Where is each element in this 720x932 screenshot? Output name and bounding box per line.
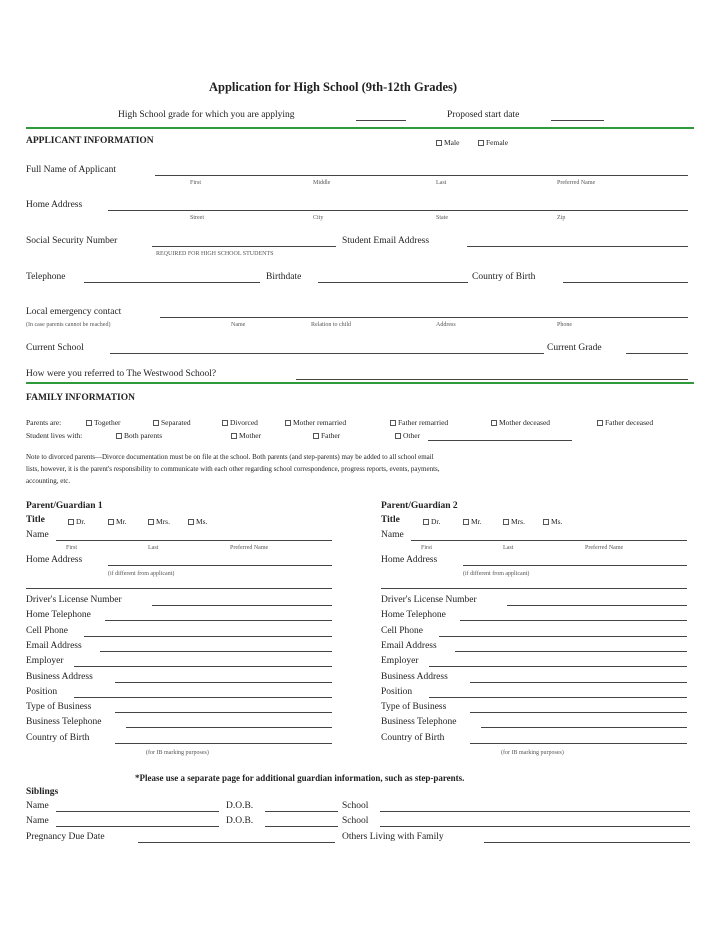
- guardian-1-row-label: Email Address: [26, 640, 82, 651]
- sibling-dob-label: D.O.B.: [226, 801, 254, 811]
- guardian-1-row-label: Country of Birth: [26, 732, 90, 743]
- emergency-contact-field[interactable]: [160, 317, 688, 318]
- guardian-2-name-label: Name: [381, 530, 404, 540]
- guardian-1-row-field[interactable]: [115, 712, 332, 713]
- telephone-label: Telephone: [26, 272, 66, 282]
- guardian-2-title-ms[interactable]: Ms.: [543, 518, 562, 526]
- referred-label: How were you referred to The Westwood School?: [26, 369, 217, 379]
- guardian-1-row-field[interactable]: [115, 682, 332, 683]
- sibling-school-label: School: [342, 801, 369, 811]
- others-living-label: Others Living with Family: [342, 832, 444, 842]
- guardian-2-row-label: Type of Business: [381, 702, 447, 713]
- birthdate-label: Birthdate: [266, 272, 302, 282]
- divorce-note-line1: Note to divorced parents—Divorce documentation must be on file at the school. Both parents (and step-parents) may be added to all school email: [26, 453, 434, 461]
- status-father-remarried[interactable]: Father remarried: [390, 419, 448, 427]
- name-sub-preferred: Preferred Name: [557, 180, 596, 186]
- sibling-2-school-field[interactable]: [380, 826, 690, 827]
- guardian-1-name-sub: Last: [148, 545, 159, 551]
- guardian-2-row-label: Home Telephone: [381, 610, 446, 621]
- grade-applying-field[interactable]: [356, 120, 406, 121]
- section-divider: [26, 382, 694, 384]
- lives-father[interactable]: Father: [313, 432, 340, 440]
- page-title: Application for High School (9th-12th Grades): [209, 80, 458, 94]
- guardian-2-row-field[interactable]: [470, 712, 687, 713]
- sibling-1-name-field[interactable]: [56, 811, 219, 812]
- status-mother-deceased[interactable]: Mother deceased: [491, 419, 550, 427]
- addr-sub-street: Street: [190, 215, 204, 221]
- guardian-1-row-label: Business Address: [26, 671, 93, 682]
- guardian-2-country-note: (for IB marking purposes): [501, 750, 564, 756]
- guardian-1-row-label: Business Telephone: [26, 717, 102, 728]
- pregnancy-due-field[interactable]: [138, 842, 335, 843]
- guardian-2-row-field[interactable]: [460, 620, 687, 621]
- guardian-2-row-field[interactable]: [470, 682, 687, 683]
- name-sub-last: Last: [436, 180, 447, 186]
- separate-page-note: *Please use a separate page for additional guardian information, such as step-parents.: [135, 773, 465, 783]
- current-school-field[interactable]: [110, 353, 544, 354]
- section-divider: [26, 127, 694, 129]
- guardian-2-row-label: Employer: [381, 656, 419, 667]
- grade-applying-label: High School grade for which you are applying: [118, 110, 295, 120]
- guardian-1-column: [26, 502, 336, 762]
- female-checkbox[interactable]: Female: [478, 139, 508, 147]
- guardian-2-home-address-field[interactable]: [463, 565, 687, 566]
- birthdate-field[interactable]: [318, 282, 468, 283]
- lives-with-label: Student lives with:: [26, 431, 83, 440]
- guardian-1-address-note: (if different from applicant): [108, 571, 175, 577]
- guardian-2-row-label: Driver's License Number: [381, 595, 477, 605]
- student-email-label: Student Email Address: [342, 236, 430, 246]
- guardian-1-row-field[interactable]: [105, 620, 332, 621]
- sibling-dob-label: D.O.B.: [226, 816, 254, 826]
- guardian-2-row-field[interactable]: [455, 651, 687, 652]
- guardian-1-name-label: Name: [26, 530, 49, 540]
- guardian-2-name-sub: Preferred Name: [585, 545, 624, 551]
- guardian-1-row-field[interactable]: [74, 666, 332, 667]
- lives-mother[interactable]: Mother: [231, 432, 261, 440]
- student-email-field[interactable]: [467, 246, 688, 247]
- guardian-1-row-label: Employer: [26, 656, 64, 667]
- pregnancy-due-label: Pregnancy Due Date: [26, 832, 105, 842]
- telephone-field[interactable]: [84, 282, 260, 283]
- emergency-sub-relation: Relation to child: [311, 322, 351, 328]
- start-date-field[interactable]: [551, 120, 604, 121]
- status-divorced[interactable]: Divorced: [222, 419, 258, 427]
- guardian-1-row-label: Home Telephone: [26, 610, 91, 621]
- guardian-2-heading: Parent/Guardian 2: [381, 501, 458, 511]
- sibling-1-school-field[interactable]: [380, 811, 690, 812]
- status-father-deceased[interactable]: Father deceased: [597, 419, 653, 427]
- ssn-note: REQUIRED FOR HIGH SCHOOL STUDENTS: [156, 251, 274, 257]
- ssn-label: Social Security Number: [26, 236, 118, 246]
- full-name-label: Full Name of Applicant: [26, 165, 116, 175]
- guardian-2-title-dr[interactable]: Dr.: [423, 518, 440, 526]
- lives-both-parents[interactable]: Both parents: [116, 432, 162, 440]
- guardian-1-row-label: Position: [26, 686, 58, 697]
- lives-other[interactable]: Other: [395, 432, 420, 440]
- guardian-2-title-label: Title: [381, 515, 400, 525]
- lives-other-field[interactable]: [428, 440, 572, 441]
- current-school-label: Current School: [26, 343, 84, 353]
- guardian-2-row-label: Cell Phone: [381, 625, 423, 636]
- guardian-2-row-field[interactable]: [507, 605, 687, 606]
- guardian-1-row-field[interactable]: [74, 697, 332, 698]
- guardian-1-title-mr[interactable]: Mr.: [108, 518, 127, 526]
- siblings-heading: Siblings: [26, 787, 59, 797]
- guardian-1-name-sub: Preferred Name: [230, 545, 269, 551]
- guardian-1-title-dr[interactable]: Dr.: [68, 518, 85, 526]
- guardian-1-name-sub: First: [66, 545, 78, 551]
- sibling-name-label: Name: [26, 801, 49, 811]
- full-name-field[interactable]: [155, 175, 688, 176]
- guardian-1-row-field[interactable]: [152, 605, 332, 606]
- name-sub-middle: Middle: [313, 180, 331, 186]
- male-checkbox[interactable]: Male: [436, 139, 459, 147]
- guardian-2-row-field[interactable]: [439, 636, 687, 637]
- country-birth-field[interactable]: [563, 282, 688, 283]
- guardian-1-row-field[interactable]: [100, 651, 332, 652]
- guardian-2-row-label: Business Telephone: [381, 717, 457, 728]
- emergency-sub-address: Address: [436, 322, 456, 328]
- name-sub-first: First: [190, 180, 202, 186]
- guardian-2-address-line2[interactable]: [381, 588, 687, 589]
- start-date-label: Proposed start date: [447, 110, 520, 120]
- current-grade-label: Current Grade: [547, 343, 602, 353]
- status-together[interactable]: Together: [86, 419, 121, 427]
- guardian-2-name-sub: First: [421, 545, 433, 551]
- guardian-2-row-label: Email Address: [381, 640, 437, 651]
- guardian-2-row-field[interactable]: [429, 697, 687, 698]
- guardian-1-home-address-field[interactable]: [108, 565, 332, 566]
- guardian-1-country-note: (for IB marking purposes): [146, 750, 209, 756]
- guardian-1-name-field[interactable]: [56, 540, 332, 541]
- guardian-2-name-sub: Last: [503, 545, 514, 551]
- parents-are-label: Parents are:: [26, 418, 62, 427]
- ssn-field[interactable]: [152, 246, 336, 247]
- guardian-1-heading: Parent/Guardian 1: [26, 501, 103, 511]
- emergency-note: (In case parents cannot be reached): [26, 322, 111, 328]
- guardian-1-row-label: Type of Business: [26, 702, 92, 713]
- guardian-2-title-mr[interactable]: Mr.: [463, 518, 482, 526]
- guardian-2-name-field[interactable]: [411, 540, 687, 541]
- family-info-heading: FAMILY INFORMATION: [26, 393, 135, 403]
- guardian-1-address-line2[interactable]: [26, 588, 332, 589]
- status-mother-remarried[interactable]: Mother remarried: [285, 419, 346, 427]
- guardian-2-row-field[interactable]: [481, 727, 687, 728]
- guardian-1-home-address-label: Home Address: [26, 555, 83, 565]
- guardian-2-title-mrs[interactable]: Mrs.: [503, 518, 525, 526]
- sibling-2-name-field[interactable]: [56, 826, 219, 827]
- home-address-label: Home Address: [26, 200, 83, 210]
- divorce-note-line3: accounting, etc.: [26, 477, 71, 485]
- guardian-2-home-address-label: Home Address: [381, 555, 438, 565]
- guardian-2-row-label: Country of Birth: [381, 732, 445, 743]
- guardian-1-title-mrs[interactable]: Mrs.: [148, 518, 170, 526]
- guardian-1-row-label: Driver's License Number: [26, 595, 122, 605]
- others-living-field[interactable]: [484, 842, 690, 843]
- emergency-sub-name: Name: [231, 322, 246, 328]
- guardian-2-row-field[interactable]: [429, 666, 687, 667]
- guardian-1-row-label: Cell Phone: [26, 625, 68, 636]
- guardian-1-row-field[interactable]: [84, 636, 332, 637]
- divorce-note-line2: lists, however, it is the parent's responsibility to communicate with each other regarding school correspondence, progress reports, events, payments,: [26, 465, 440, 473]
- country-birth-label: Country of Birth: [472, 272, 536, 282]
- applicant-info-heading: APPLICANT INFORMATION: [26, 136, 154, 146]
- status-separated[interactable]: Separated: [153, 419, 191, 427]
- guardian-1-title-ms[interactable]: Ms.: [188, 518, 207, 526]
- guardian-1-row-field[interactable]: [115, 743, 332, 744]
- addr-sub-zip: Zip: [557, 215, 566, 221]
- guardian-2-address-note: (if different from applicant): [463, 571, 530, 577]
- current-grade-field[interactable]: [626, 353, 688, 354]
- guardian-2-row-label: Position: [381, 686, 413, 697]
- guardian-2-row-label: Business Address: [381, 671, 448, 682]
- addr-sub-city: City: [313, 215, 324, 221]
- guardian-2-column: [381, 502, 691, 762]
- home-address-field[interactable]: [108, 210, 688, 211]
- emergency-sub-phone: Phone: [557, 322, 572, 328]
- sibling-2-dob-field[interactable]: [265, 826, 338, 827]
- guardian-1-title-label: Title: [26, 515, 45, 525]
- sibling-name-label: Name: [26, 816, 49, 826]
- emergency-contact-label: Local emergency contact: [26, 307, 122, 317]
- guardian-1-row-field[interactable]: [126, 727, 332, 728]
- sibling-school-label: School: [342, 816, 369, 826]
- referred-field[interactable]: [296, 379, 688, 380]
- sibling-1-dob-field[interactable]: [265, 811, 338, 812]
- guardian-2-row-field[interactable]: [470, 743, 687, 744]
- addr-sub-state: State: [436, 215, 448, 221]
